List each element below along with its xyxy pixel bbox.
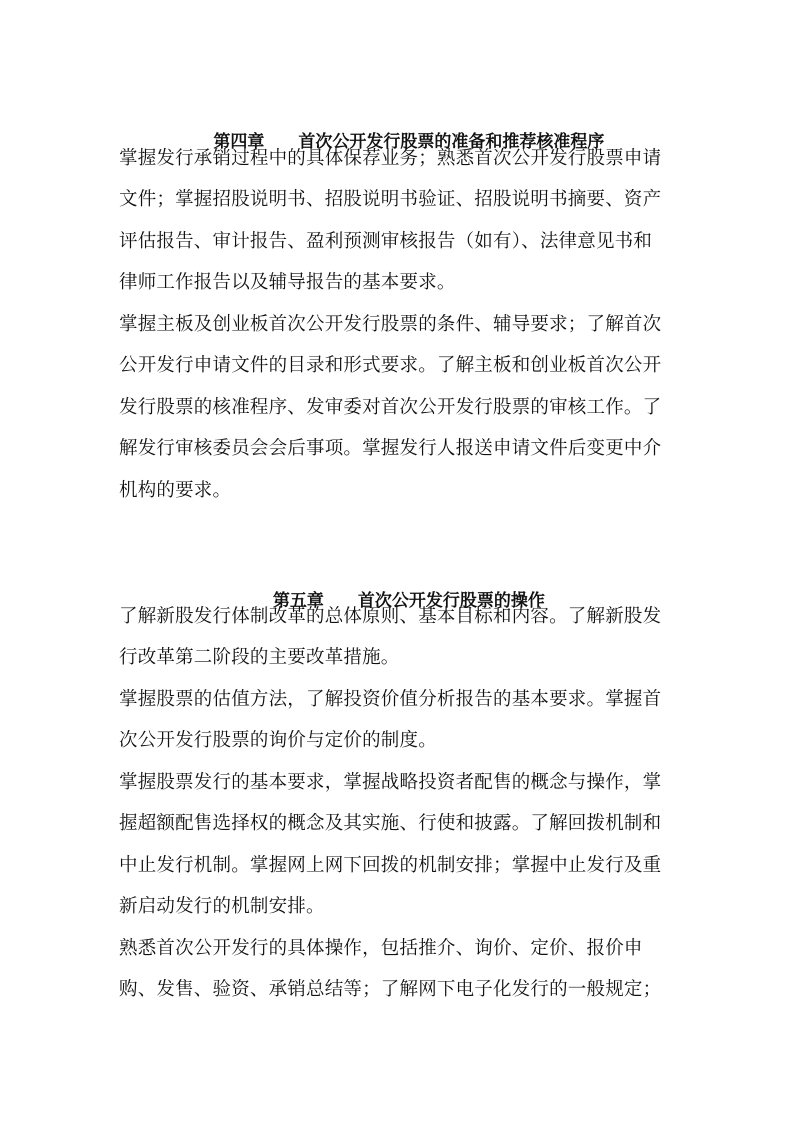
chapter-5-line: 中止发行机制。掌握网上网下回拨的机制安排；掌握中止发行及重 — [119, 855, 662, 876]
chapter-4-line: 文件；掌握招股说明书、招股说明书验证、招股说明书摘要、资产 — [119, 189, 662, 210]
chapter-5-number: 第五章 — [272, 591, 324, 611]
chapter-5-line: 购、发售、验资、承销总结等；了解网下电子化发行的一般规定； — [119, 979, 662, 1000]
chapter-5-title: 首次公开发行股票的操作 — [357, 591, 545, 611]
chapter-5-line: 了解新股发行体制改革的总体原则、基本目标和内容。了解新股发 — [119, 606, 662, 627]
chapter-4-title: 首次公开发行股票的准备和推荐核准程序 — [298, 132, 605, 152]
chapter-5-line: 熟悉首次公开发行的具体操作，包括推介、询价、定价、报价申 — [119, 938, 643, 959]
chapter-4-line: 律师工作报告以及辅导报告的基本要求。 — [119, 272, 456, 293]
chapter-4-line: 评估报告、审计报告、盈利预测审核报告（如有）、法律意见书和 — [119, 231, 653, 252]
chapter-4-line: 解发行审核委员会会后事项。掌握发行人报送申请文件后变更中介 — [119, 438, 662, 459]
chapter-4-number: 第四章 — [213, 132, 265, 152]
chapter-4-line: 掌握主板及创业板首次公开发行股票的条件、辅导要求；了解首次 — [119, 314, 662, 335]
chapter-5-line: 握超额配售选择权的概念及其实施、行使和披露。了解回拨机制和 — [119, 813, 662, 834]
chapter-5-line: 新启动发行的机制安排。 — [119, 896, 325, 917]
chapter-4-line: 公开发行申请文件的目录和形式要求。了解主板和创业板首次公开 — [119, 355, 662, 376]
chapter-5-line: 掌握股票的估值方法，了解投资价值分析报告的基本要求。掌握首 — [119, 689, 662, 710]
chapter-5-line: 掌握股票发行的基本要求，掌握战略投资者配售的概念与操作，掌 — [119, 772, 662, 793]
chapter-5-line: 行改革第二阶段的主要改革措施。 — [119, 647, 400, 668]
chapter-5-line: 次公开发行股票的询价与定价的制度。 — [119, 730, 437, 751]
chapter-4-line: 机构的要求。 — [119, 480, 232, 501]
chapter-4-line: 发行股票的核准程序、发审委对首次公开发行股票的审核工作。了 — [119, 397, 662, 418]
chapter-4-line: 掌握发行承销过程中的具体保荐业务；熟悉首次公开发行股票申请 — [119, 148, 662, 169]
